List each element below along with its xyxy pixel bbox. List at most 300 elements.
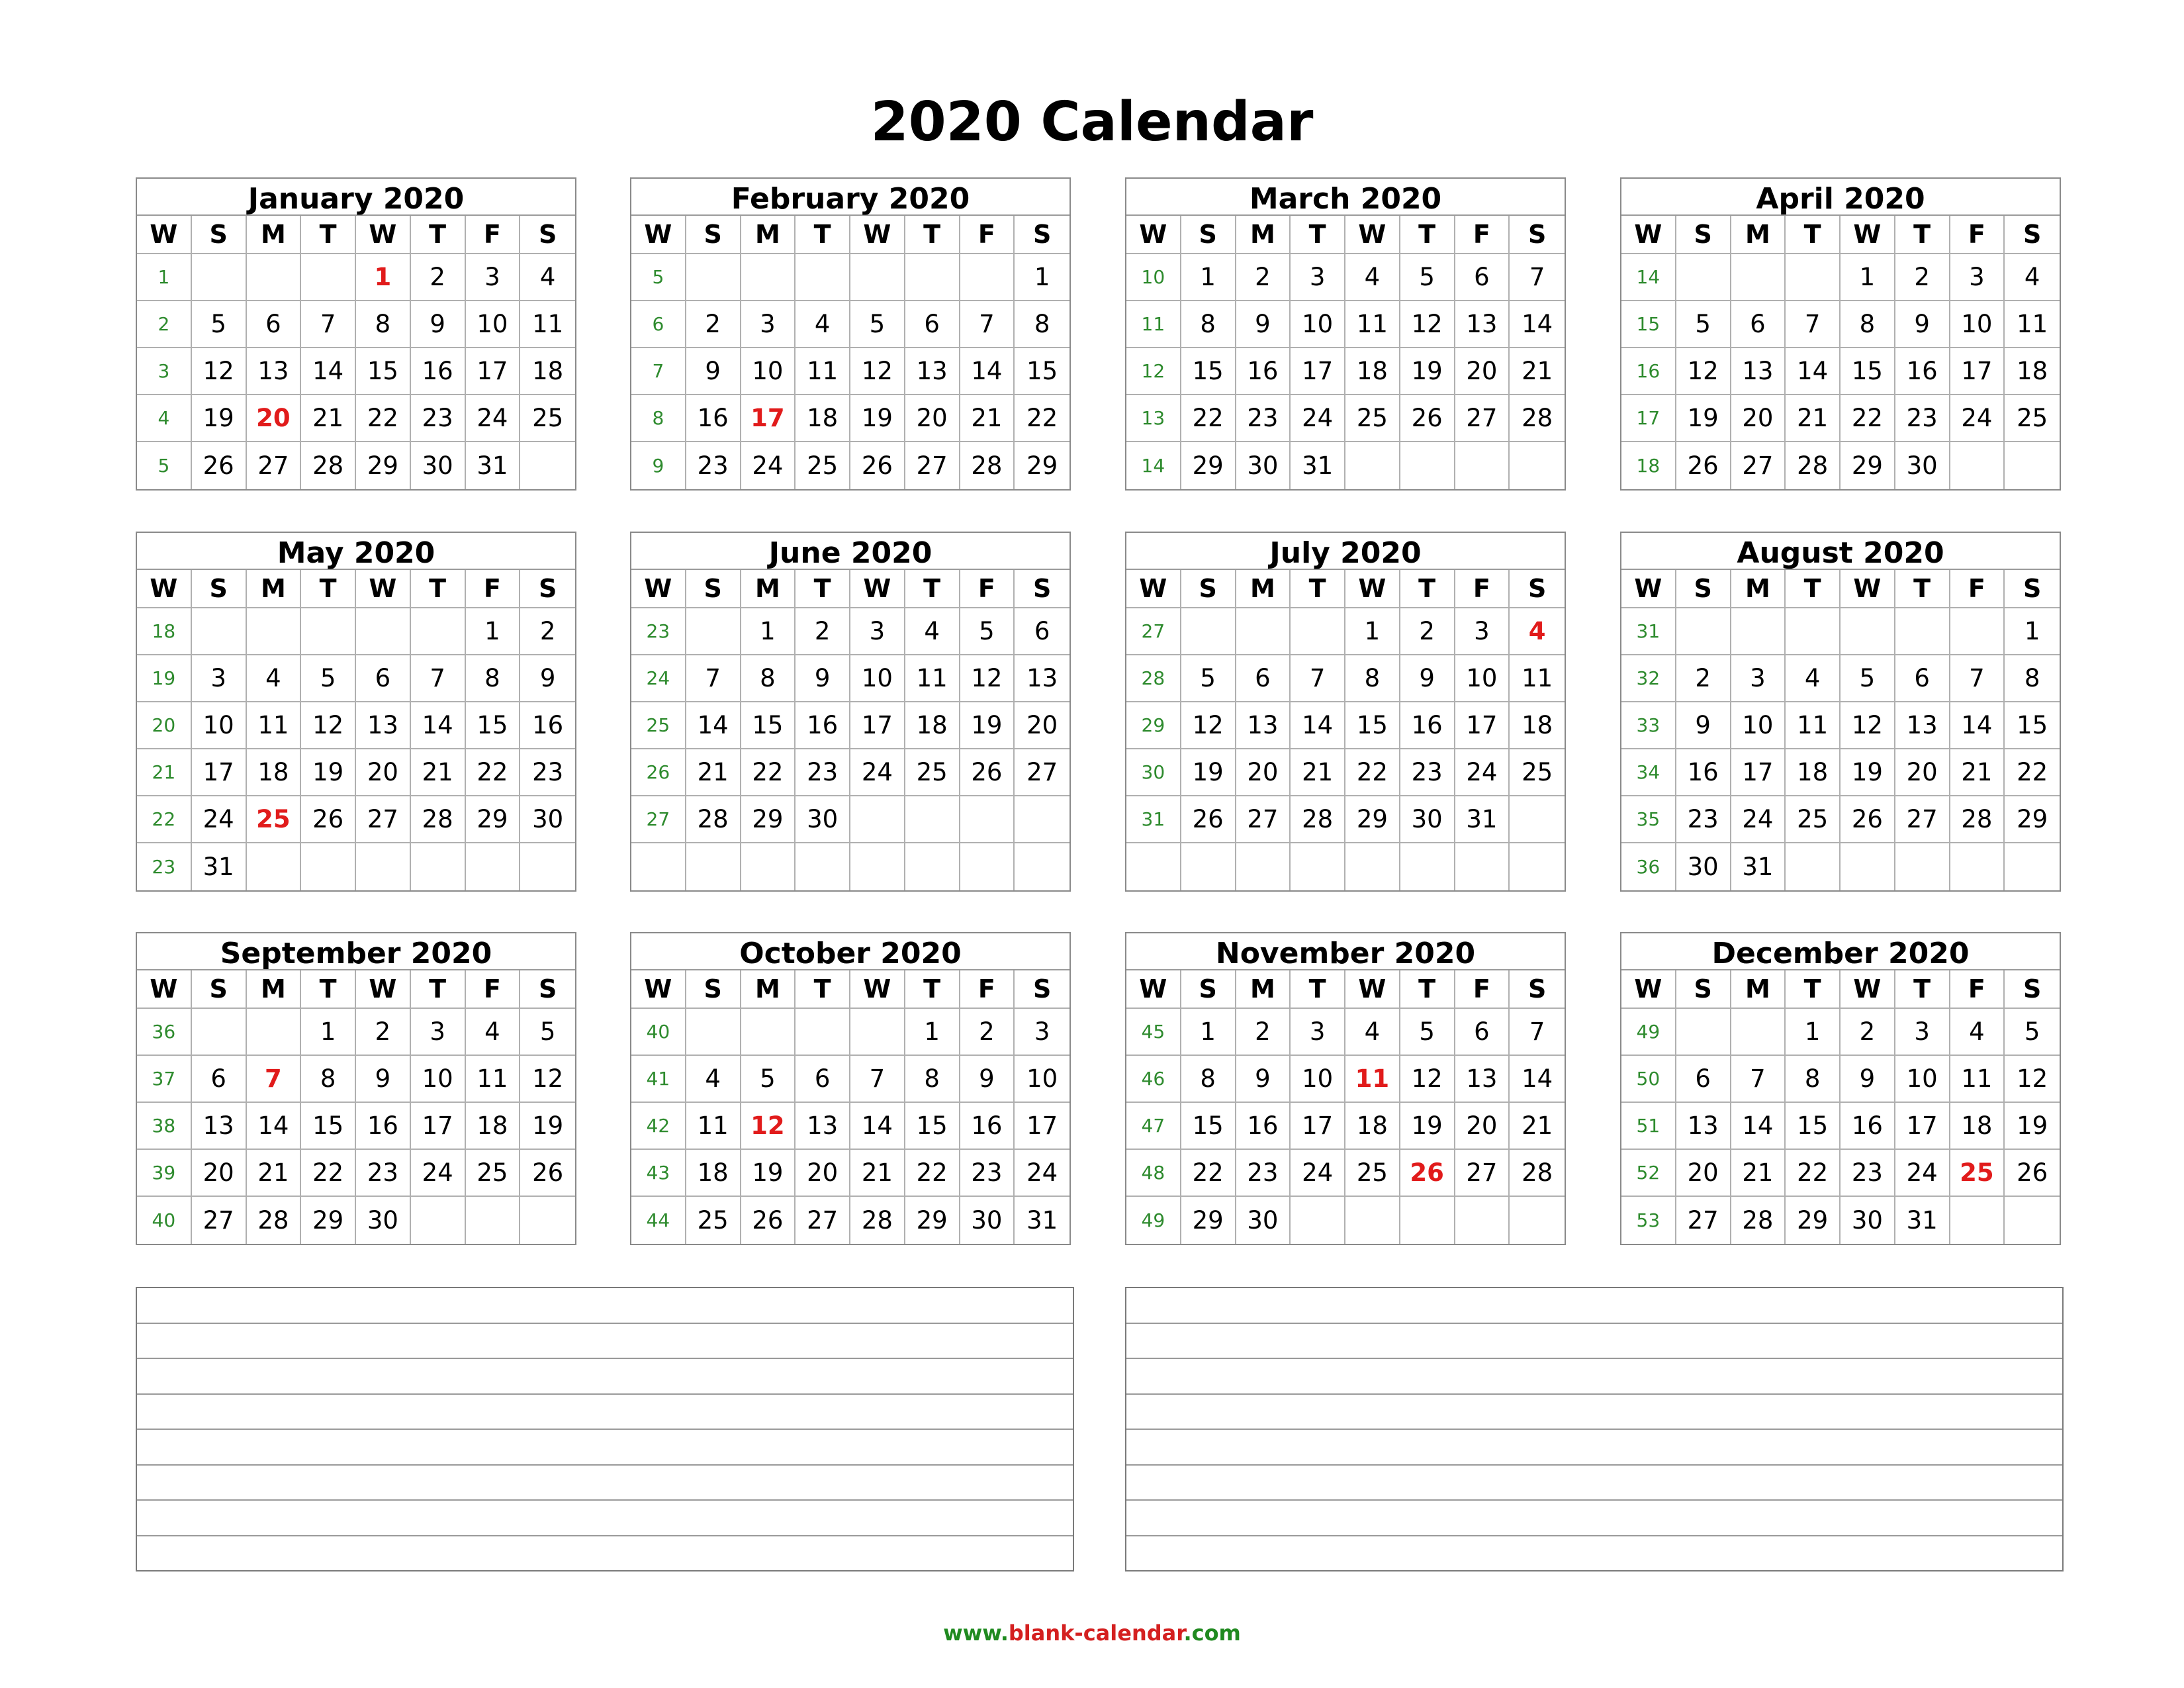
day-cell[interactable]: 2 bbox=[1841, 1009, 1895, 1056]
day-cell[interactable]: 23 bbox=[1236, 1150, 1291, 1197]
day-cell[interactable]: 18 bbox=[1345, 348, 1400, 395]
day-cell[interactable]: 13 bbox=[247, 348, 302, 395]
day-cell[interactable]: 19 bbox=[960, 702, 1015, 749]
day-cell[interactable]: 26 bbox=[192, 442, 247, 489]
day-cell[interactable]: 20 bbox=[192, 1150, 247, 1197]
notes-line[interactable] bbox=[1126, 1501, 2062, 1536]
day-cell[interactable]: 3 bbox=[1015, 1009, 1069, 1056]
day-cell[interactable]: 28 bbox=[850, 1197, 905, 1244]
day-cell[interactable]: 10 bbox=[1015, 1056, 1069, 1103]
day-cell[interactable]: 2 bbox=[1676, 655, 1731, 702]
day-cell[interactable]: 18 bbox=[796, 395, 850, 442]
day-cell[interactable]: 9 bbox=[1841, 1056, 1895, 1103]
day-cell[interactable]: 15 bbox=[1345, 702, 1400, 749]
day-cell[interactable]: 28 bbox=[960, 442, 1015, 489]
day-cell[interactable]: 8 bbox=[1181, 1056, 1236, 1103]
day-cell[interactable]: 12 bbox=[960, 655, 1015, 702]
day-cell[interactable]: 19 bbox=[1841, 749, 1895, 796]
day-cell[interactable]: 28 bbox=[247, 1197, 302, 1244]
day-cell[interactable]: 24 bbox=[1291, 395, 1345, 442]
day-cell[interactable]: 12 bbox=[1841, 702, 1895, 749]
day-cell[interactable]: 31 bbox=[1291, 442, 1345, 489]
day-cell[interactable]: 18 bbox=[466, 1103, 521, 1150]
day-cell[interactable]: 28 bbox=[1950, 796, 2005, 843]
day-cell[interactable]: 25 bbox=[2005, 395, 2060, 442]
day-cell[interactable]: 30 bbox=[796, 796, 850, 843]
day-cell[interactable]: 26 bbox=[1400, 1150, 1455, 1197]
day-cell[interactable]: 25 bbox=[796, 442, 850, 489]
day-cell[interactable]: 4 bbox=[686, 1056, 741, 1103]
day-cell[interactable]: 12 bbox=[1400, 301, 1455, 348]
day-cell[interactable]: 2 bbox=[1236, 254, 1291, 301]
day-cell[interactable]: 14 bbox=[850, 1103, 905, 1150]
day-cell[interactable]: 13 bbox=[1895, 702, 1950, 749]
notes-line[interactable] bbox=[1126, 1288, 2062, 1324]
notes-line[interactable] bbox=[137, 1395, 1073, 1430]
day-cell[interactable]: 1 bbox=[1345, 608, 1400, 655]
day-cell[interactable]: 29 bbox=[905, 1197, 960, 1244]
day-cell[interactable]: 7 bbox=[247, 1056, 302, 1103]
day-cell[interactable]: 19 bbox=[1181, 749, 1236, 796]
day-cell[interactable]: 21 bbox=[686, 749, 741, 796]
day-cell[interactable]: 27 bbox=[796, 1197, 850, 1244]
day-cell[interactable]: 6 bbox=[1455, 1009, 1510, 1056]
day-cell[interactable]: 6 bbox=[1236, 655, 1291, 702]
day-cell[interactable]: 23 bbox=[411, 395, 466, 442]
day-cell[interactable]: 20 bbox=[1455, 348, 1510, 395]
day-cell[interactable]: 23 bbox=[1400, 749, 1455, 796]
day-cell[interactable]: 22 bbox=[741, 749, 796, 796]
day-cell[interactable]: 19 bbox=[192, 395, 247, 442]
day-cell[interactable]: 18 bbox=[905, 702, 960, 749]
day-cell[interactable]: 30 bbox=[1841, 1197, 1895, 1244]
day-cell[interactable]: 20 bbox=[1676, 1150, 1731, 1197]
day-cell[interactable]: 7 bbox=[1950, 655, 2005, 702]
day-cell[interactable]: 9 bbox=[1236, 301, 1291, 348]
day-cell[interactable]: 13 bbox=[1455, 1056, 1510, 1103]
day-cell[interactable]: 7 bbox=[1786, 301, 1841, 348]
notes-line[interactable] bbox=[1126, 1359, 2062, 1395]
day-cell[interactable]: 10 bbox=[466, 301, 521, 348]
day-cell[interactable]: 14 bbox=[301, 348, 356, 395]
day-cell[interactable]: 27 bbox=[192, 1197, 247, 1244]
day-cell[interactable]: 4 bbox=[1345, 1009, 1400, 1056]
notes-line[interactable] bbox=[137, 1324, 1073, 1360]
day-cell[interactable]: 8 bbox=[356, 301, 411, 348]
day-cell[interactable]: 27 bbox=[1676, 1197, 1731, 1244]
day-cell[interactable]: 22 bbox=[1181, 1150, 1236, 1197]
day-cell[interactable]: 27 bbox=[1731, 442, 1786, 489]
day-cell[interactable]: 15 bbox=[301, 1103, 356, 1150]
day-cell[interactable]: 10 bbox=[411, 1056, 466, 1103]
day-cell[interactable]: 23 bbox=[796, 749, 850, 796]
day-cell[interactable]: 21 bbox=[1510, 1103, 1565, 1150]
day-cell[interactable]: 8 bbox=[1786, 1056, 1841, 1103]
day-cell[interactable]: 9 bbox=[960, 1056, 1015, 1103]
day-cell[interactable]: 8 bbox=[1015, 301, 1069, 348]
day-cell[interactable]: 7 bbox=[686, 655, 741, 702]
day-cell[interactable]: 22 bbox=[356, 395, 411, 442]
day-cell[interactable]: 25 bbox=[1950, 1150, 2005, 1197]
day-cell[interactable]: 5 bbox=[192, 301, 247, 348]
day-cell[interactable]: 31 bbox=[1026, 1206, 1058, 1235]
day-cell[interactable]: 7 bbox=[960, 301, 1015, 348]
day-cell[interactable]: 10 bbox=[1455, 655, 1510, 702]
day-cell[interactable]: 17 bbox=[850, 702, 905, 749]
day-cell[interactable]: 5 bbox=[1400, 1009, 1455, 1056]
day-cell[interactable]: 10 bbox=[741, 348, 796, 395]
day-cell[interactable]: 3 bbox=[411, 1009, 466, 1056]
day-cell[interactable]: 16 bbox=[796, 702, 850, 749]
day-cell[interactable]: 20 bbox=[1015, 702, 1069, 749]
day-cell[interactable]: 4 bbox=[1510, 608, 1565, 655]
day-cell[interactable]: 20 bbox=[356, 749, 411, 796]
day-cell[interactable]: 6 bbox=[356, 655, 411, 702]
day-cell[interactable]: 5 bbox=[1676, 301, 1731, 348]
day-cell[interactable]: 14 bbox=[686, 702, 741, 749]
day-cell[interactable]: 24 bbox=[1895, 1150, 1950, 1197]
day-cell[interactable]: 11 bbox=[905, 655, 960, 702]
day-cell[interactable]: 31 bbox=[1895, 1197, 1950, 1244]
day-cell[interactable]: 1 bbox=[466, 608, 521, 655]
day-cell[interactable]: 14 bbox=[1510, 1056, 1565, 1103]
day-cell[interactable]: 27 bbox=[1455, 1150, 1510, 1197]
day-cell[interactable]: 15 bbox=[1841, 348, 1895, 395]
notes-line[interactable] bbox=[1126, 1395, 2062, 1430]
day-cell[interactable]: 9 bbox=[1400, 655, 1455, 702]
day-cell[interactable]: 22 bbox=[301, 1150, 356, 1197]
day-cell[interactable]: 13 bbox=[1455, 301, 1510, 348]
day-cell[interactable]: 9 bbox=[686, 348, 741, 395]
day-cell[interactable]: 23 bbox=[520, 749, 575, 796]
day-cell[interactable]: 22 bbox=[1015, 395, 1069, 442]
day-cell[interactable]: 28 bbox=[411, 796, 466, 843]
day-cell[interactable]: 24 bbox=[1455, 749, 1510, 796]
day-cell[interactable]: 29 bbox=[1841, 442, 1895, 489]
day-cell[interactable]: 6 bbox=[1015, 608, 1069, 655]
day-cell[interactable]: 23 bbox=[1895, 395, 1950, 442]
day-cell[interactable]: 16 bbox=[1895, 348, 1950, 395]
day-cell[interactable]: 13 bbox=[1676, 1103, 1731, 1150]
day-cell[interactable]: 30 bbox=[960, 1197, 1015, 1244]
notes-line[interactable] bbox=[137, 1359, 1073, 1395]
day-cell[interactable]: 29 bbox=[301, 1197, 356, 1244]
day-cell[interactable]: 23 bbox=[1236, 395, 1291, 442]
day-cell[interactable]: 4 bbox=[1786, 655, 1841, 702]
day-cell[interactable]: 1 bbox=[1841, 254, 1895, 301]
day-cell[interactable]: 13 bbox=[796, 1103, 850, 1150]
day-cell[interactable]: 14 bbox=[1731, 1103, 1786, 1150]
day-cell[interactable]: 21 bbox=[301, 395, 356, 442]
day-cell[interactable]: 7 bbox=[301, 301, 356, 348]
day-cell[interactable]: 2 bbox=[960, 1009, 1015, 1056]
day-cell[interactable]: 5 bbox=[850, 301, 905, 348]
day-cell[interactable]: 22 bbox=[466, 749, 521, 796]
day-cell[interactable]: 17 bbox=[1455, 702, 1510, 749]
day-cell[interactable]: 30 bbox=[1400, 796, 1455, 843]
day-cell[interactable]: 29 bbox=[1181, 1197, 1236, 1244]
day-cell[interactable]: 16 bbox=[1841, 1103, 1895, 1150]
day-cell[interactable]: 1 bbox=[741, 608, 796, 655]
day-cell[interactable]: 28 bbox=[1291, 796, 1345, 843]
day-cell[interactable]: 19 bbox=[2005, 1103, 2060, 1150]
day-cell[interactable]: 21 bbox=[1510, 348, 1565, 395]
day-cell[interactable]: 30 bbox=[356, 1197, 411, 1244]
day-cell[interactable]: 13 bbox=[1015, 655, 1069, 702]
day-cell[interactable]: 5 bbox=[960, 608, 1015, 655]
day-cell[interactable]: 8 bbox=[2005, 655, 2060, 702]
day-cell[interactable]: 22 bbox=[1181, 395, 1236, 442]
day-cell[interactable]: 11 bbox=[686, 1103, 741, 1150]
day-cell[interactable]: 4 bbox=[520, 254, 575, 301]
day-cell[interactable]: 16 bbox=[1236, 348, 1291, 395]
day-cell[interactable]: 8 bbox=[741, 655, 796, 702]
day-cell[interactable]: 6 bbox=[247, 301, 302, 348]
day-cell[interactable]: 29 bbox=[1181, 442, 1236, 489]
day-cell[interactable]: 17 bbox=[1291, 348, 1345, 395]
day-cell[interactable]: 12 bbox=[192, 348, 247, 395]
day-cell[interactable]: 21 bbox=[1950, 749, 2005, 796]
day-cell[interactable]: 25 bbox=[1510, 749, 1565, 796]
day-cell[interactable]: 1 bbox=[1181, 254, 1236, 301]
day-cell[interactable]: 5 bbox=[1841, 655, 1895, 702]
day-cell[interactable]: 29 bbox=[1786, 1197, 1841, 1244]
day-cell[interactable]: 26 bbox=[960, 749, 1015, 796]
day-cell[interactable]: 19 bbox=[741, 1150, 796, 1197]
day-cell[interactable]: 5 bbox=[520, 1009, 575, 1056]
day-cell[interactable]: 3 bbox=[192, 655, 247, 702]
day-cell[interactable]: 15 bbox=[1181, 1103, 1236, 1150]
day-cell[interactable]: 3 bbox=[466, 254, 521, 301]
day-cell[interactable]: 3 bbox=[1731, 655, 1786, 702]
day-cell[interactable]: 10 bbox=[1731, 702, 1786, 749]
day-cell[interactable]: 1 bbox=[905, 1009, 960, 1056]
day-cell[interactable]: 11 bbox=[1345, 301, 1400, 348]
day-cell[interactable]: 24 bbox=[1291, 1150, 1345, 1197]
day-cell[interactable]: 26 bbox=[2005, 1150, 2060, 1197]
day-cell[interactable]: 28 bbox=[1510, 1150, 1565, 1197]
day-cell[interactable]: 1 bbox=[1015, 254, 1069, 301]
day-cell[interactable]: 3 bbox=[1291, 1009, 1345, 1056]
day-cell[interactable]: 4 bbox=[1345, 254, 1400, 301]
day-cell[interactable]: 18 bbox=[247, 749, 302, 796]
day-cell[interactable]: 17 bbox=[411, 1103, 466, 1150]
day-cell[interactable]: 17 bbox=[1015, 1103, 1069, 1150]
day-cell[interactable]: 21 bbox=[960, 395, 1015, 442]
day-cell[interactable]: 29 bbox=[1026, 451, 1058, 480]
day-cell[interactable]: 15 bbox=[1181, 348, 1236, 395]
day-cell[interactable]: 30 bbox=[520, 796, 575, 843]
day-cell[interactable]: 9 bbox=[520, 655, 575, 702]
day-cell[interactable]: 22 bbox=[1345, 749, 1400, 796]
day-cell[interactable]: 8 bbox=[466, 655, 521, 702]
day-cell[interactable]: 27 bbox=[1236, 796, 1291, 843]
day-cell[interactable]: 11 bbox=[247, 702, 302, 749]
day-cell[interactable]: 16 bbox=[520, 702, 575, 749]
day-cell[interactable]: 5 bbox=[2005, 1009, 2060, 1056]
day-cell[interactable]: 20 bbox=[1236, 749, 1291, 796]
day-cell[interactable]: 2 bbox=[411, 254, 466, 301]
day-cell[interactable]: 10 bbox=[1895, 1056, 1950, 1103]
day-cell[interactable]: 4 bbox=[796, 301, 850, 348]
day-cell[interactable]: 29 bbox=[2005, 796, 2060, 843]
notes-box-right[interactable] bbox=[1125, 1287, 2064, 1571]
day-cell[interactable]: 11 bbox=[2005, 301, 2060, 348]
day-cell[interactable]: 4 bbox=[905, 608, 960, 655]
day-cell[interactable]: 26 bbox=[1400, 395, 1455, 442]
day-cell[interactable]: 26 bbox=[1181, 796, 1236, 843]
day-cell[interactable]: 2 bbox=[356, 1009, 411, 1056]
day-cell[interactable]: 19 bbox=[1400, 348, 1455, 395]
day-cell[interactable]: 23 bbox=[1676, 796, 1731, 843]
day-cell[interactable]: 20 bbox=[1731, 395, 1786, 442]
day-cell[interactable]: 18 bbox=[1345, 1103, 1400, 1150]
day-cell[interactable]: 7 bbox=[411, 655, 466, 702]
day-cell[interactable]: 9 bbox=[356, 1056, 411, 1103]
day-cell[interactable]: 14 bbox=[411, 702, 466, 749]
day-cell[interactable]: 3 bbox=[1291, 254, 1345, 301]
day-cell[interactable]: 6 bbox=[905, 301, 960, 348]
day-cell[interactable]: 19 bbox=[850, 395, 905, 442]
day-cell[interactable]: 22 bbox=[905, 1150, 960, 1197]
day-cell[interactable]: 1 bbox=[1181, 1009, 1236, 1056]
day-cell[interactable]: 3 bbox=[1455, 608, 1510, 655]
day-cell[interactable]: 5 bbox=[301, 655, 356, 702]
day-cell[interactable]: 25 bbox=[1786, 796, 1841, 843]
day-cell[interactable]: 17 bbox=[466, 348, 521, 395]
day-cell[interactable]: 4 bbox=[466, 1009, 521, 1056]
day-cell[interactable]: 29 bbox=[741, 796, 796, 843]
day-cell[interactable]: 31 bbox=[192, 843, 247, 890]
day-cell[interactable]: 23 bbox=[356, 1150, 411, 1197]
day-cell[interactable]: 2 bbox=[686, 301, 741, 348]
day-cell[interactable]: 18 bbox=[1786, 749, 1841, 796]
day-cell[interactable]: 17 bbox=[1895, 1103, 1950, 1150]
day-cell[interactable]: 26 bbox=[520, 1150, 575, 1197]
day-cell[interactable]: 22 bbox=[2005, 749, 2060, 796]
day-cell[interactable]: 8 bbox=[1345, 655, 1400, 702]
day-cell[interactable]: 16 bbox=[1676, 749, 1731, 796]
day-cell[interactable]: 12 bbox=[741, 1103, 796, 1150]
day-cell[interactable]: 21 bbox=[1291, 749, 1345, 796]
day-cell[interactable]: 11 bbox=[1510, 655, 1565, 702]
day-cell[interactable]: 11 bbox=[1345, 1056, 1400, 1103]
day-cell[interactable]: 18 bbox=[2005, 348, 2060, 395]
day-cell[interactable]: 30 bbox=[1236, 442, 1291, 489]
notes-line[interactable] bbox=[1126, 1324, 2062, 1360]
day-cell[interactable]: 2 bbox=[1400, 608, 1455, 655]
day-cell[interactable]: 18 bbox=[1950, 1103, 2005, 1150]
day-cell[interactable]: 2 bbox=[1895, 254, 1950, 301]
day-cell[interactable]: 16 bbox=[686, 395, 741, 442]
day-cell[interactable]: 28 bbox=[1786, 442, 1841, 489]
day-cell[interactable]: 4 bbox=[1950, 1009, 2005, 1056]
notes-line[interactable] bbox=[137, 1501, 1073, 1536]
day-cell[interactable]: 2 bbox=[520, 608, 575, 655]
day-cell[interactable]: 7 bbox=[1731, 1056, 1786, 1103]
day-cell[interactable]: 15 bbox=[1786, 1103, 1841, 1150]
day-cell[interactable]: 2 bbox=[796, 608, 850, 655]
day-cell[interactable]: 20 bbox=[905, 395, 960, 442]
day-cell[interactable]: 19 bbox=[1676, 395, 1731, 442]
day-cell[interactable]: 9 bbox=[1895, 301, 1950, 348]
day-cell[interactable]: 11 bbox=[520, 301, 575, 348]
day-cell[interactable]: 1 bbox=[1786, 1009, 1841, 1056]
notes-line[interactable] bbox=[137, 1288, 1073, 1324]
day-cell[interactable]: 24 bbox=[741, 442, 796, 489]
footer-url[interactable] bbox=[0, 1620, 2184, 1646]
day-cell[interactable]: 20 bbox=[1455, 1103, 1510, 1150]
day-cell[interactable]: 25 bbox=[466, 1150, 521, 1197]
day-cell[interactable]: 9 bbox=[1236, 1056, 1291, 1103]
day-cell[interactable]: 27 bbox=[247, 442, 302, 489]
day-cell[interactable]: 28 bbox=[1731, 1197, 1786, 1244]
day-cell[interactable]: 31 bbox=[1455, 796, 1510, 843]
day-cell[interactable]: 27 bbox=[356, 796, 411, 843]
day-cell[interactable]: 17 bbox=[1950, 348, 2005, 395]
day-cell[interactable]: 6 bbox=[1455, 254, 1510, 301]
day-cell[interactable]: 13 bbox=[192, 1103, 247, 1150]
day-cell[interactable]: 5 bbox=[1400, 254, 1455, 301]
day-cell[interactable]: 28 bbox=[1510, 395, 1565, 442]
day-cell[interactable]: 12 bbox=[1400, 1056, 1455, 1103]
day-cell[interactable]: 25 bbox=[905, 749, 960, 796]
day-cell[interactable]: 24 bbox=[466, 395, 521, 442]
day-cell[interactable]: 10 bbox=[1291, 301, 1345, 348]
day-cell[interactable]: 20 bbox=[247, 395, 302, 442]
day-cell[interactable]: 11 bbox=[466, 1056, 521, 1103]
day-cell[interactable]: 14 bbox=[960, 348, 1015, 395]
day-cell[interactable]: 8 bbox=[1841, 301, 1895, 348]
day-cell[interactable]: 8 bbox=[905, 1056, 960, 1103]
day-cell[interactable]: 4 bbox=[2005, 254, 2060, 301]
day-cell[interactable]: 25 bbox=[1345, 395, 1400, 442]
day-cell[interactable]: 15 bbox=[2005, 702, 2060, 749]
day-cell[interactable]: 12 bbox=[2005, 1056, 2060, 1103]
day-cell[interactable]: 24 bbox=[192, 796, 247, 843]
notes-line[interactable] bbox=[1126, 1536, 2062, 1572]
day-cell[interactable]: 11 bbox=[796, 348, 850, 395]
day-cell[interactable]: 21 bbox=[850, 1150, 905, 1197]
day-cell[interactable]: 7 bbox=[850, 1056, 905, 1103]
day-cell[interactable]: 12 bbox=[520, 1056, 575, 1103]
day-cell[interactable]: 13 bbox=[356, 702, 411, 749]
day-cell[interactable]: 18 bbox=[1510, 702, 1565, 749]
day-cell[interactable]: 10 bbox=[1950, 301, 2005, 348]
day-cell[interactable]: 25 bbox=[520, 395, 575, 442]
day-cell[interactable]: 23 bbox=[686, 442, 741, 489]
day-cell[interactable]: 17 bbox=[192, 749, 247, 796]
day-cell[interactable]: 11 bbox=[1950, 1056, 2005, 1103]
day-cell[interactable]: 26 bbox=[1841, 796, 1895, 843]
day-cell[interactable]: 26 bbox=[301, 796, 356, 843]
day-cell[interactable]: 16 bbox=[1236, 1103, 1291, 1150]
day-cell[interactable]: 20 bbox=[1895, 749, 1950, 796]
day-cell[interactable]: 14 bbox=[1291, 702, 1345, 749]
notes-line[interactable] bbox=[137, 1430, 1073, 1466]
day-cell[interactable]: 21 bbox=[1786, 395, 1841, 442]
day-cell[interactable]: 15 bbox=[466, 702, 521, 749]
notes-line[interactable] bbox=[1126, 1466, 2062, 1501]
day-cell[interactable]: 11 bbox=[1786, 702, 1841, 749]
day-cell[interactable]: 22 bbox=[1786, 1150, 1841, 1197]
day-cell[interactable]: 17 bbox=[1291, 1103, 1345, 1150]
notes-line[interactable] bbox=[1126, 1430, 2062, 1466]
day-cell[interactable]: 28 bbox=[301, 442, 356, 489]
day-cell[interactable]: 9 bbox=[411, 301, 466, 348]
day-cell[interactable]: 16 bbox=[411, 348, 466, 395]
day-cell[interactable]: 18 bbox=[520, 348, 575, 395]
